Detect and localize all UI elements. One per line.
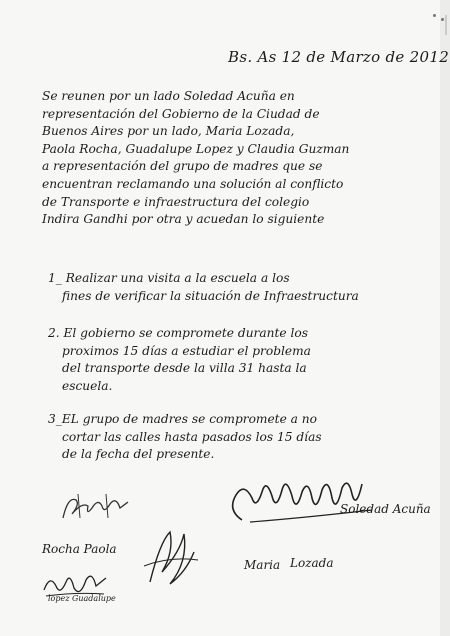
item-line: fines de verificar la situación de Infraestructura [62,288,359,303]
signature-maria: Maria [244,558,281,572]
item-line: escuela. [62,378,113,393]
item-line: 1_ Realizar una visita a la escuela a los [48,271,290,285]
signature-rocha: Rocha Paola [42,542,117,556]
item-line: de la fecha del presente. [62,447,215,462]
intro-line: Paola Rocha, Guadalupe Lopez y Claudia Guzman [42,141,350,156]
item-line: del transporte desde la villa 31 hasta la [62,361,307,376]
scan-speck [433,14,436,17]
intro-line: de Transporte e infraestructura del colegio [42,194,310,209]
intro-line: Buenos Aires por un lado, Maria Lozada, [42,124,295,139]
signature-scribble-top-left [58,488,133,528]
item-line: proximos 15 días a estudiar el problema [62,343,311,358]
item-line: cortar las calles hasta pasados los 15 días [62,429,322,444]
signature-scribble-middle [140,522,200,590]
intro-line: Indira Gandhi por otra y acuedan lo siguiente [42,212,325,227]
signature-soledad: Soledad Acuña [340,502,431,516]
signature-scribble-center [222,470,382,530]
signature-lopez: lopez Guadalupe [48,594,116,603]
item-line: 3_EL grupo de madres se compromete a no [48,412,317,426]
intro-line: a representación del grupo de madres que se [42,159,323,174]
scan-speck [441,18,444,21]
signature-lozada: Lozada [290,556,334,570]
intro-line: encuentran reclamando una solución al conflicto [42,176,344,191]
agreement-item-2 [48,325,311,395]
document-date: Bs. As 12 de Marzo de 2012 [228,48,450,66]
intro-line: Se reunen por un lado Soledad Acuña en [42,89,295,103]
intro-paragraph [42,88,349,229]
item-line: 2. El gobierno se compromete durante los [48,326,308,340]
intro-line: representación del Gobierno de la Ciudad de [42,106,320,121]
agreement-item-3 [48,411,322,464]
agreement-item-1 [48,270,359,305]
